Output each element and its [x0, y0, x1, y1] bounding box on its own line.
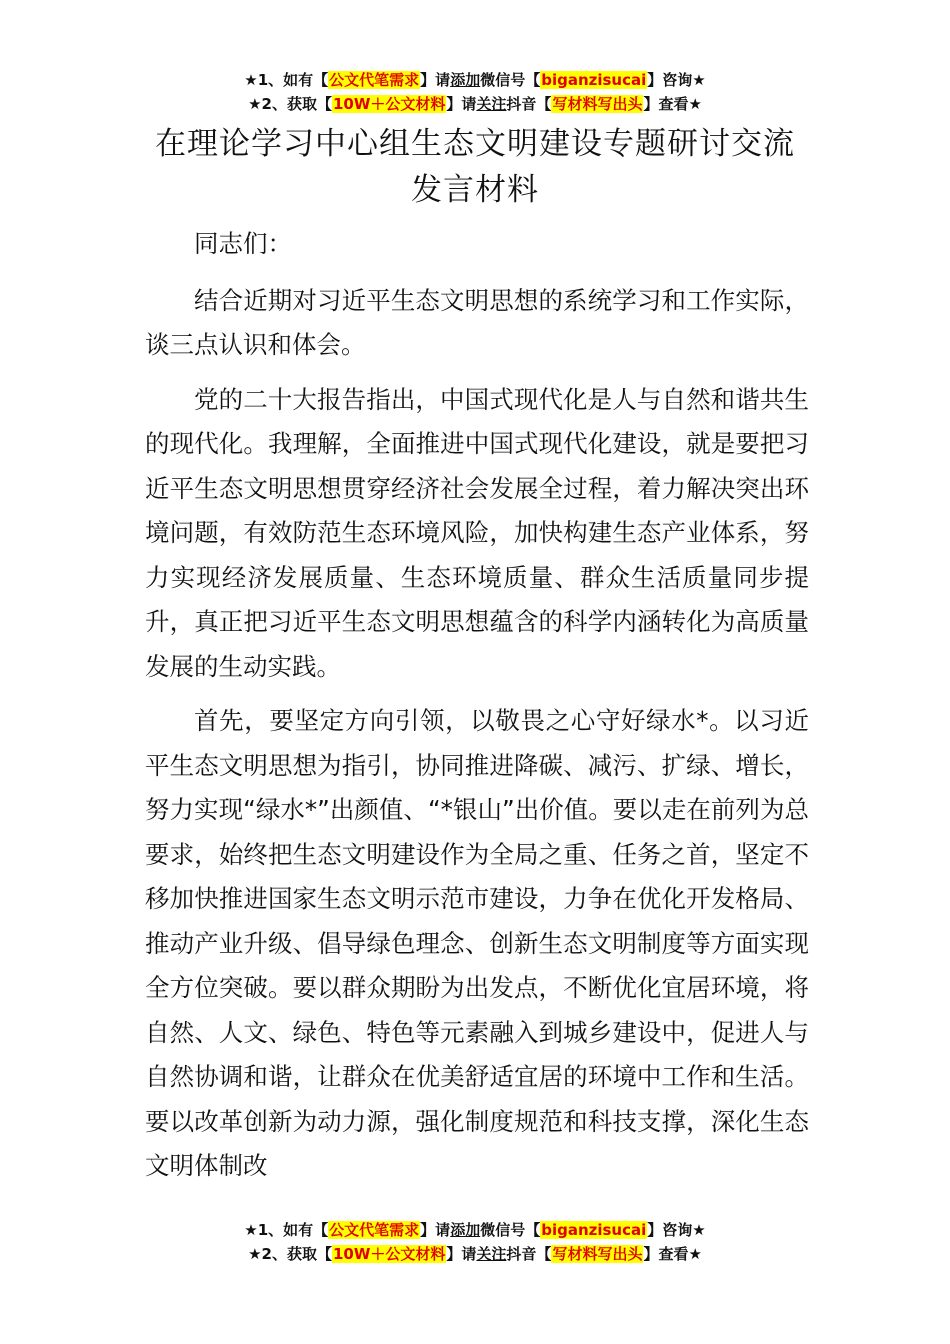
- promo-text: 】请: [446, 1245, 477, 1263]
- promo-banner-top: [0, 68, 950, 116]
- promo-line-2: [0, 1242, 950, 1266]
- promo-underlined-text: 添加: [450, 71, 481, 89]
- promo-text: ★2、获取【: [248, 1245, 332, 1263]
- promo-text: 微信号【: [480, 71, 541, 89]
- promo-highlight: 公文代笔需求: [329, 1221, 420, 1239]
- promo-line-1: [0, 1218, 950, 1242]
- document-body: [145, 222, 809, 1199]
- paragraph-report: 党的二十大报告指出，中国式现代化是人与自然和谐共生的现代化。我理解，全面推进中国式现代化建设，就是要把习近平生态文明思想贯穿经济社会发展全过程，着力解决突出环境问题，有效防范生态环境风险，加快构建生态产业体系，努力实现经济发展质量、生态环境质量、群众生活质量同步提升，真正把习近平生态文明思想蕴含的科学内涵转化为高质量发展的生动实践。: [145, 384, 809, 681]
- promo-banner-bottom: [0, 1218, 950, 1266]
- promo-underlined-text: 关注: [476, 1245, 507, 1263]
- promo-highlight-douyin-account: 写材料写出头: [552, 95, 643, 113]
- promo-text: ★2、获取【: [248, 95, 332, 113]
- promo-highlight-wechat-id: biganzisucai: [541, 1221, 647, 1239]
- document-title: 在理论学习中心组生态文明建设专题研讨交流发言材料: [155, 126, 795, 208]
- promo-text: 】咨询★: [647, 1221, 706, 1239]
- promo-text: ★1、如有【: [244, 1221, 329, 1239]
- promo-highlight: 10W＋公文材料: [332, 95, 446, 113]
- promo-text: 】请: [420, 1221, 451, 1239]
- promo-highlight: 10W＋公文材料: [332, 1245, 446, 1263]
- promo-highlight: 公文代笔需求: [329, 71, 420, 89]
- paragraph-first-point: 首先，要坚定方向引领，以敬畏之心守好绿水*。以习近平生态文明思想为指引，协同推进降碳、减污、扩绿、增长，努力实现“绿水*”出颜值、“*银山”出价值。要以走在前列为总要求，始终把生态文明建设作为全局之重、任务之首，坚定不移加快推进国家生态文明示范市建设，力争在优化开发格局、推动产业升级、倡导绿色理念、创新生态文明制度等方面实现全方位突破。要以群众期盼为出发点，不断优化宜居环境，将自然、人文、绿色、特色等元素融入到城乡建设中，促进人与自然协调和谐，让群众在优美舒适宜居的环境中工作和生活。要以改革创新为动力源，强化制度规范和科技支撑，深化生态文明体制改: [145, 706, 809, 1180]
- promo-text: 】请: [446, 95, 477, 113]
- promo-text: 】查看★: [643, 1245, 702, 1263]
- promo-underlined-text: 关注: [476, 95, 507, 113]
- promo-line-1: [0, 68, 950, 92]
- promo-line-2: [0, 92, 950, 116]
- promo-text: 】咨询★: [647, 71, 706, 89]
- promo-text: 微信号【: [480, 1221, 541, 1239]
- promo-text: 抖音【: [506, 95, 552, 113]
- promo-underlined-text: 添加: [450, 1221, 481, 1239]
- promo-text: 抖音【: [506, 1245, 552, 1263]
- promo-text: ★1、如有【: [244, 71, 329, 89]
- promo-highlight-wechat-id: biganzisucai: [541, 71, 647, 89]
- paragraph-intro: 结合近期对习近平生态文明思想的系统学习和工作实际，谈三点认识和体会。: [145, 285, 809, 359]
- promo-text: 】查看★: [643, 95, 702, 113]
- promo-highlight-douyin-account: 写材料写出头: [552, 1245, 643, 1263]
- greeting: 同志们：: [194, 229, 292, 258]
- promo-text: 】请: [420, 71, 451, 89]
